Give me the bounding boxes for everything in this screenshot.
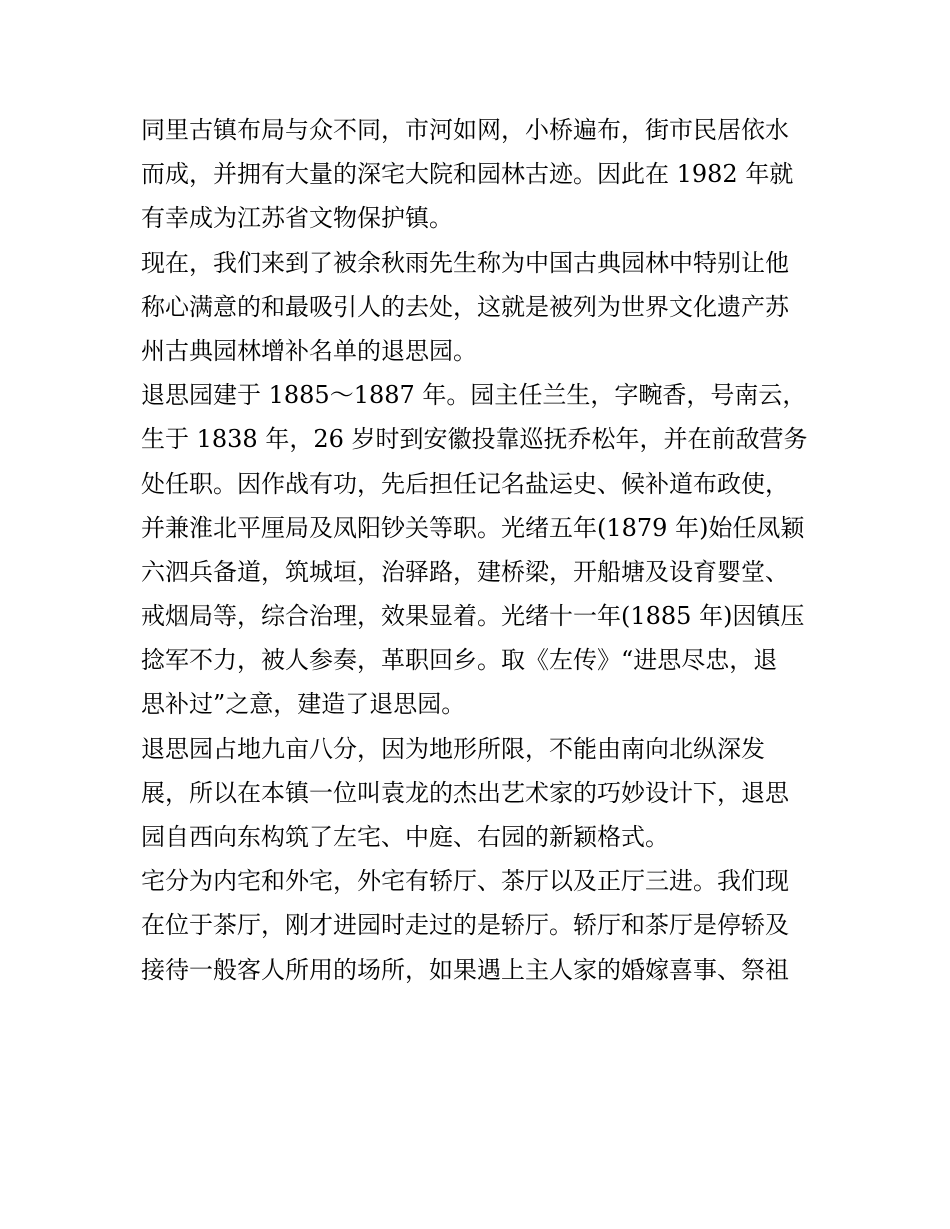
text-line: 现在，我们来到了被余秋雨先生称为中国古典园林中特别让他: [141, 248, 789, 277]
text-line: 展，所以在本镇一位叫袁龙的杰出艺术家的巧妙设计下，退思: [141, 778, 789, 807]
text-line: 州古典园林增补名单的退思园。: [141, 336, 477, 365]
text-line: 生于 1838 年，26 岁时到安徽投靠巡抚乔松年，并在前敌营务: [141, 425, 808, 454]
text-line: 称心满意的和最吸引人的去处，这就是被列为世界文化遗产苏: [141, 292, 789, 321]
text-line: 同里古镇布局与众不同，市河如网，小桥遍布，街市民居依水: [141, 116, 789, 144]
text-line: 捻军不力，被人参奏，革职回乡。取《左传》“进思尽忠，退: [141, 646, 778, 675]
text-line: 思补过”之意，建造了退思园。: [141, 690, 466, 719]
text-line: 并兼淮北平厘局及凤阳钞关等职。光绪五年(1879 年)始任凤颖: [141, 513, 805, 542]
text-line: 接待一般客人所用的场所，如果遇上主人家的婚嫁喜事、祭祖: [141, 955, 789, 984]
text-line: 宅分为内宅和外宅，外宅有轿厅、茶厅以及正厅三进。我们现: [141, 867, 789, 896]
document-body: [141, 108, 821, 992]
text-line: 退思园建于 1885～1887 年。园主任兰生，字畹香，号南云，: [141, 381, 807, 410]
text-line: 处任职。因作战有功，先后担任记名盐运史、候补道布政使，: [141, 469, 789, 498]
text-line: 有幸成为江苏省文物保护镇。: [141, 204, 453, 233]
text-line: 戒烟局等，综合治理，效果显着。光绪十一年(1885 年)因镇压: [141, 602, 805, 631]
text-line: 退思园占地九亩八分，因为地形所限，不能由南向北纵深发: [141, 734, 765, 763]
text-line: 而成，并拥有大量的深宅大院和园林古迹。因此在 1982 年就: [141, 160, 794, 189]
text-line: 六泗兵备道，筑城垣，治驿路，建桥梁，开船塘及设育婴堂、: [141, 557, 789, 586]
text-line: 在位于茶厅，刚才进园时走过的是轿厅。轿厅和茶厅是停轿及: [141, 911, 789, 940]
text-line: 园自西向东构筑了左宅、中庭、右园的新颖格式。: [141, 823, 669, 851]
